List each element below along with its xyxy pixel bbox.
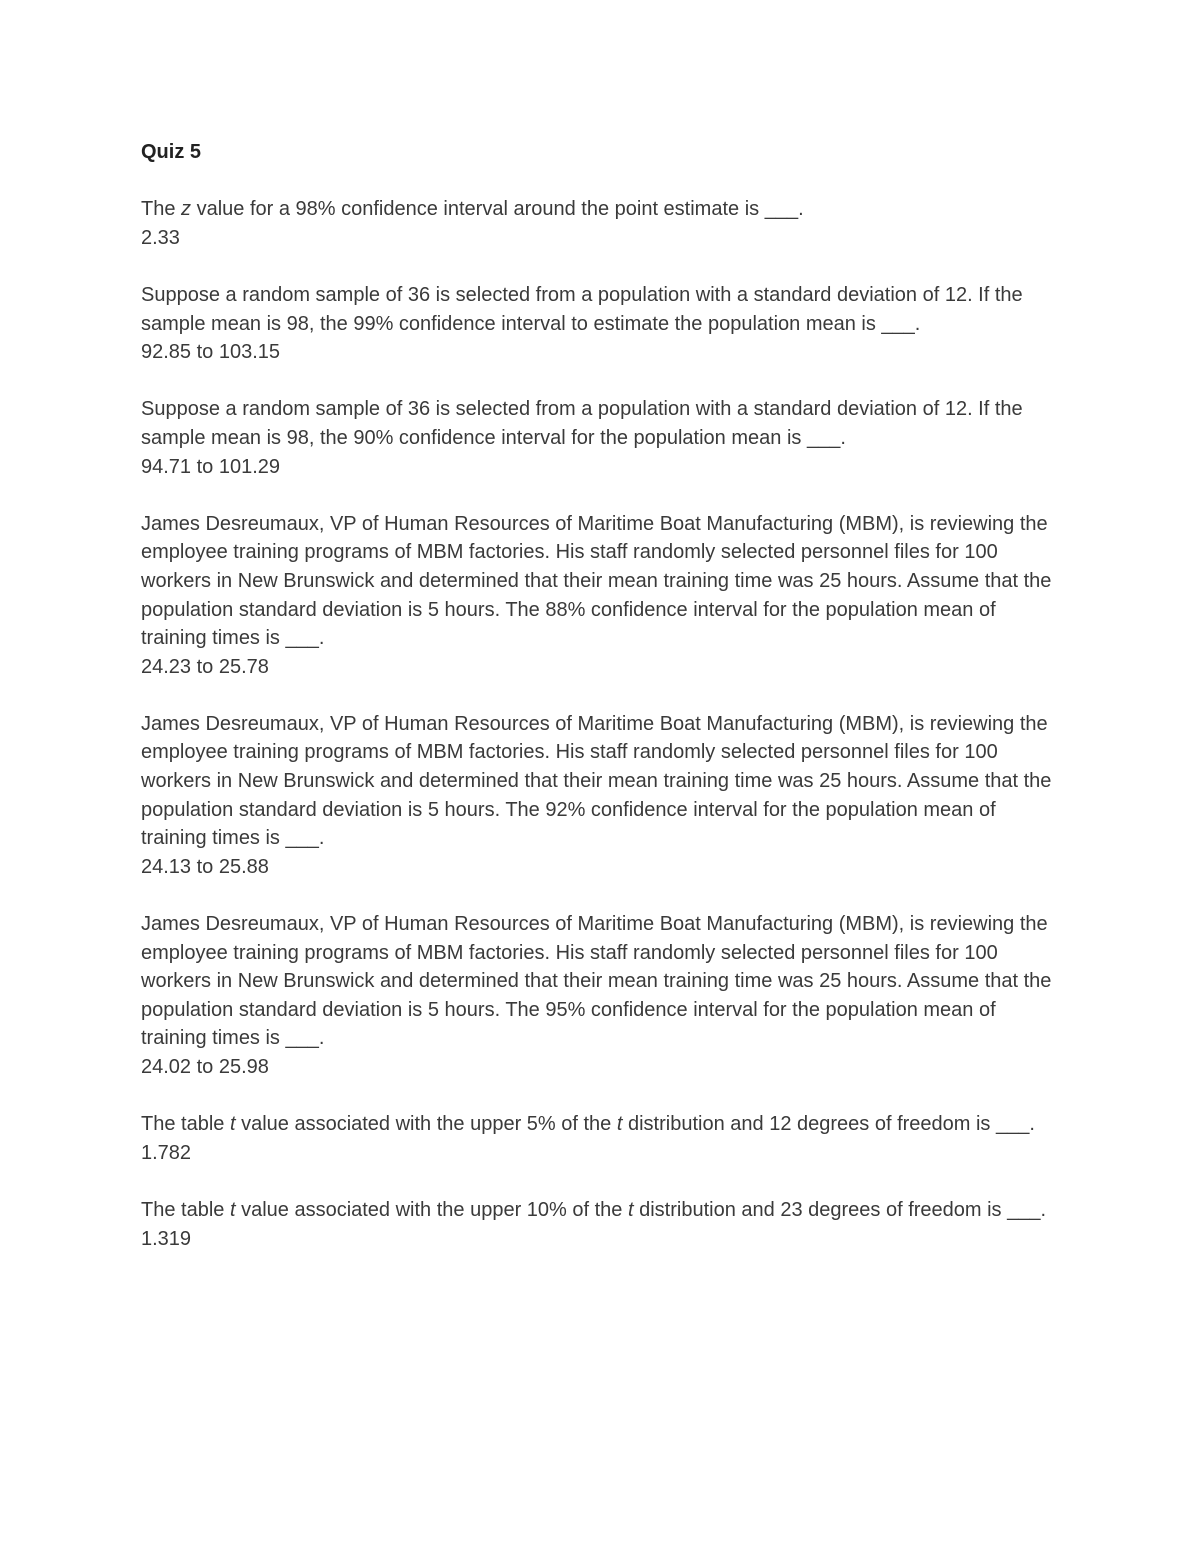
question-text-run: value associated with the upper 5% of the — [235, 1113, 617, 1136]
page-title: Quiz 5 — [141, 141, 202, 163]
question-text-run: James Desreumaux, VP of Human Resources of Maritime Boat Manufacturing (MBM), is reviewing the employee training programs of MBM factories. His staff randomly selected personnel files for 100 workers in New Brunswick and determined that their mean training time was 25 hours. Assume that the population standard deviation is 5 hours. The 95% confidence interval for the population mean of training times is ___. — [141, 913, 1052, 1050]
question-text — [141, 281, 1066, 338]
answer-text: 1.319 — [141, 1227, 192, 1250]
question-variable: t — [229, 1198, 236, 1221]
question-text-run: The table — [141, 1198, 230, 1221]
question-block — [141, 910, 1066, 1082]
document-body — [141, 138, 1066, 1282]
question-text-run: James Desreumaux, VP of Human Resources of Maritime Boat Manufacturing (MBM), is reviewing the employee training programs of MBM factories. His staff randomly selected personnel files for 100 workers in New Brunswick and determined that their mean training time was 25 hours. Assume that the population standard deviation is 5 hours. The 88% confidence interval for the population mean of training times is ___. — [141, 512, 1052, 650]
question-text-run: distribution and 23 degrees of freedom is ___. — [633, 1198, 1047, 1221]
question-text-run: value associated with the upper 10% of the — [235, 1198, 628, 1221]
question-text-run: Suppose a random sample of 36 is selected from a population with a standard deviation of 12. If the sample mean is 98, the 90% confidence interval for the population mean is ___. — [141, 398, 1023, 449]
question-block — [141, 195, 1066, 252]
question-text-run: James Desreumaux, VP of Human Resources of Maritime Boat Manufacturing (MBM), is reviewing the employee training programs of MBM factories. His staff randomly selected personnel files for 100 workers in New Brunswick and determined that their mean training time was 25 hours. Assume that the population standard deviation is 5 hours. The 92% confidence interval for the population mean of training times is ___. — [141, 712, 1052, 850]
answer-text: 92.85 to 103.15 — [141, 341, 281, 364]
question-variable: t — [616, 1113, 623, 1136]
answer-text: 24.02 to 25.98 — [141, 1056, 269, 1078]
question-block — [141, 1196, 1066, 1253]
answer-text: 94.71 to 101.29 — [141, 455, 281, 478]
question-text-run: distribution and 12 degrees of freedom is ___. — [622, 1113, 1035, 1136]
question-text-run: Suppose a random sample of 36 is selected from a population with a standard deviation of 12. If the sample mean is 98, the 99% confidence interval to estimate the population mean is ___. — [141, 283, 1023, 335]
answer-text: 24.23 to 25.78 — [141, 655, 269, 678]
question-variable: z — [181, 198, 192, 221]
question-text-run: The table — [141, 1113, 230, 1136]
question-variable: t — [229, 1113, 236, 1136]
question-block — [141, 395, 1066, 481]
question-list — [141, 195, 1066, 1253]
question-variable: t — [628, 1198, 634, 1221]
question-block — [141, 710, 1066, 882]
question-text — [141, 1110, 1066, 1139]
answer-text: 1.782 — [141, 1141, 192, 1164]
answer-text: 24.13 to 25.88 — [141, 855, 269, 878]
question-block — [141, 281, 1066, 367]
question-block — [141, 1110, 1066, 1167]
answer-text: 2.33 — [141, 226, 180, 249]
question-text — [141, 1196, 1066, 1225]
question-text — [141, 395, 1066, 452]
question-text-run: value for a 98% confidence interval around the point estimate is ___. — [191, 198, 804, 221]
question-text — [141, 195, 1066, 224]
question-block — [141, 510, 1066, 682]
question-text — [141, 710, 1066, 853]
question-text — [141, 510, 1066, 653]
question-text — [141, 910, 1066, 1053]
question-text-run: The — [141, 198, 182, 221]
